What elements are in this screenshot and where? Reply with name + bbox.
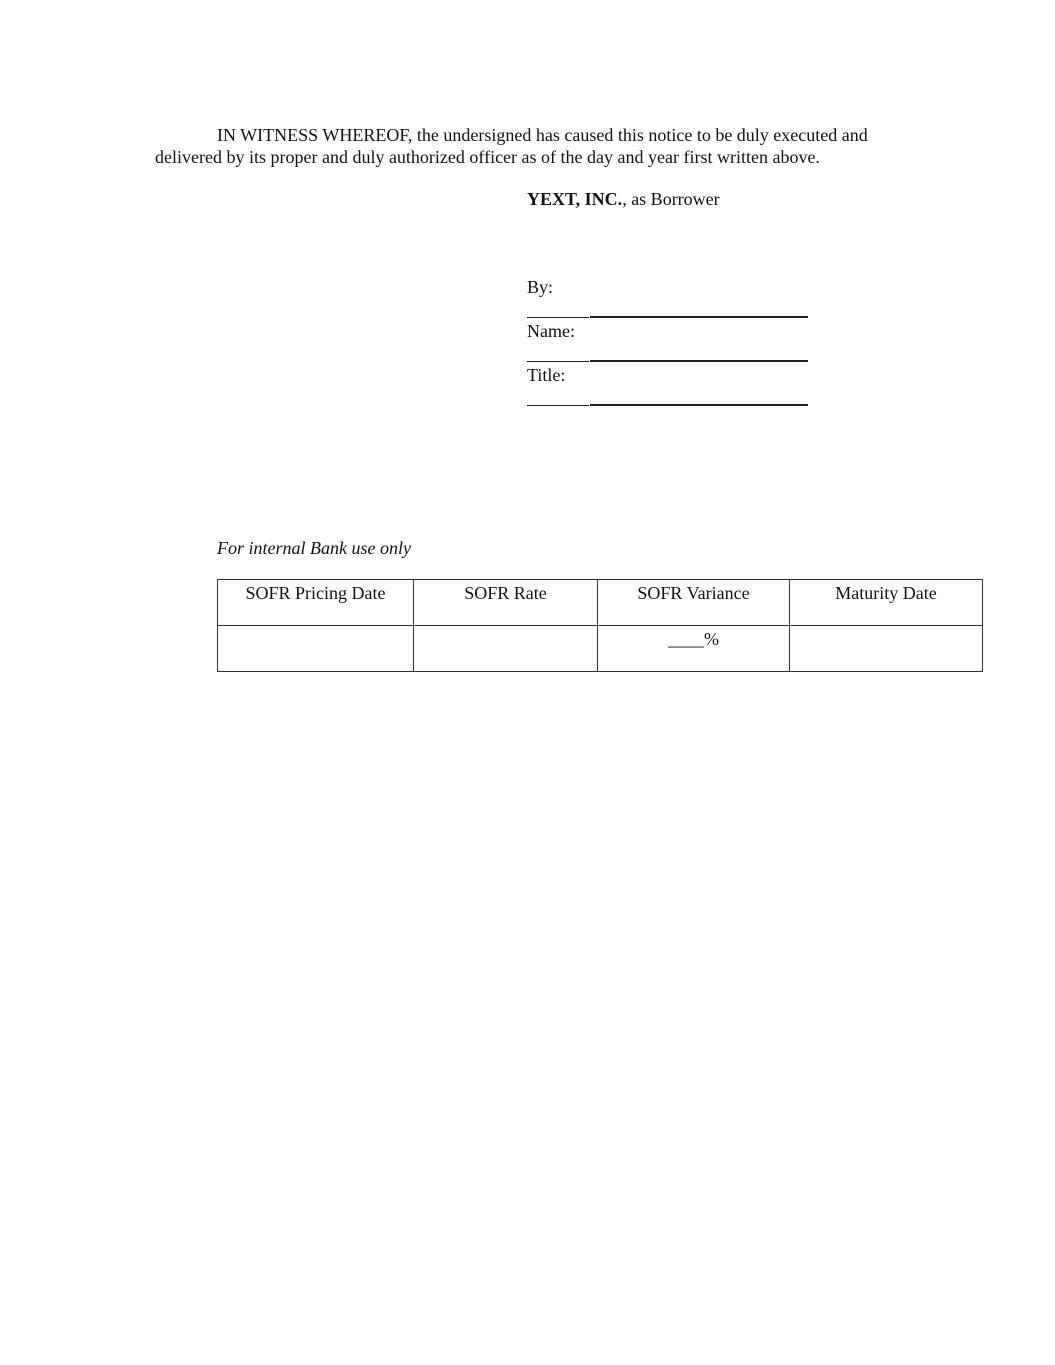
- signature-title-row: [527, 364, 809, 408]
- internal-use-note: For internal Bank use only: [217, 538, 411, 558]
- title-line-lead: [527, 405, 589, 406]
- witness-clause-text: IN WITNESS WHEREOF, the undersigned has caused this notice to be duly executed and delivered by its proper and duly authorized officer as of the day and year first written above.: [155, 125, 868, 167]
- by-line-lead: [527, 317, 589, 318]
- cell-sofr-rate[interactable]: [414, 626, 598, 672]
- signature-by-row: [527, 276, 809, 320]
- header-sofr-variance: SOFR Variance: [598, 580, 790, 626]
- borrower-line: [527, 188, 720, 210]
- cell-sofr-pricing-date[interactable]: [218, 626, 414, 672]
- signature-block: [527, 276, 809, 408]
- bank-use-table: [217, 579, 983, 672]
- borrower-name: YEXT, INC.: [527, 189, 623, 209]
- name-signature-line[interactable]: [590, 360, 808, 362]
- name-label: Name:: [527, 321, 575, 341]
- name-line-lead: [527, 361, 589, 362]
- header-maturity-date: Maturity Date: [790, 580, 983, 626]
- table-row: [218, 626, 983, 672]
- title-label: Title:: [527, 365, 566, 385]
- signature-name-row: [527, 320, 809, 364]
- table-header-row: [218, 580, 983, 626]
- by-label: By:: [527, 277, 554, 297]
- borrower-role: , as Borrower: [622, 189, 720, 209]
- by-signature-line[interactable]: [590, 316, 808, 318]
- cell-maturity-date[interactable]: [790, 626, 983, 672]
- title-signature-line[interactable]: [590, 404, 808, 406]
- header-sofr-rate: SOFR Rate: [414, 580, 598, 626]
- header-sofr-pricing-date: SOFR Pricing Date: [218, 580, 414, 626]
- witness-clause: [155, 124, 915, 168]
- cell-sofr-variance[interactable]: ____%: [598, 626, 790, 672]
